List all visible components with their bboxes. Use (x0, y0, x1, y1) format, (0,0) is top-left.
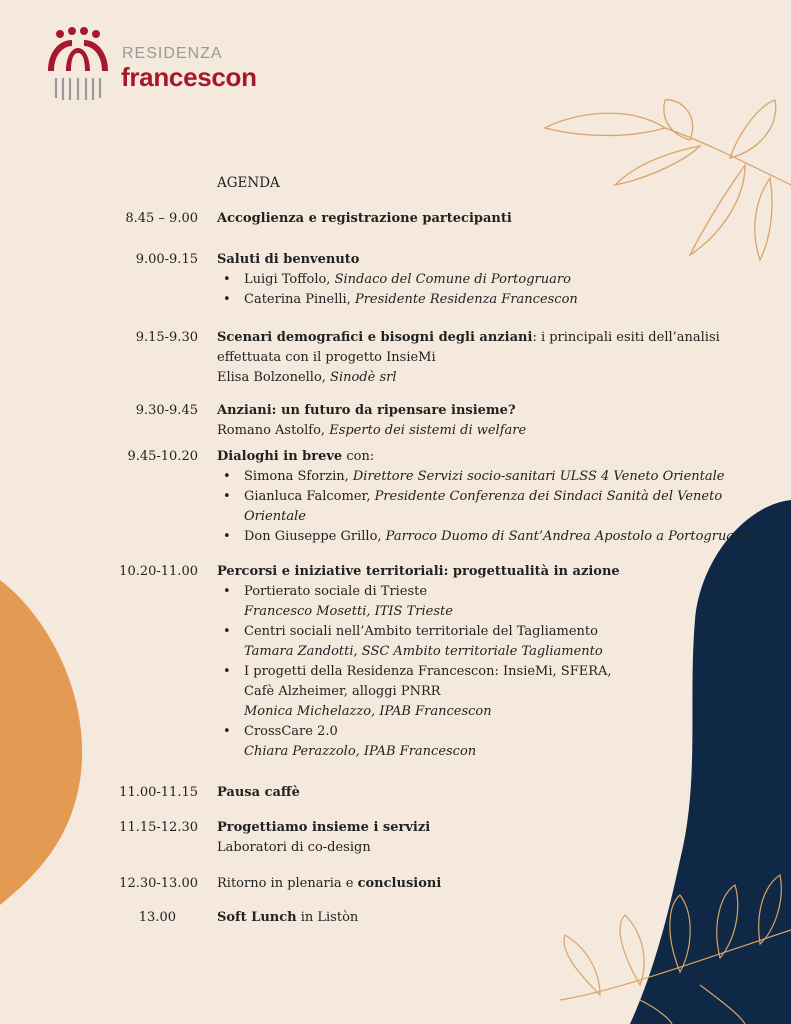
speaker-name: Luigi Toffolo, (244, 272, 335, 287)
speaker-name: Don Giuseppe Grillo, (244, 529, 386, 544)
agenda-title-text: Anziani: un futuro da ripensare insieme? (217, 403, 516, 418)
agenda-title-text: conclusioni (357, 876, 442, 891)
speaker-item (217, 527, 777, 547)
agenda-title-suffix: con: (342, 449, 375, 464)
agenda-time: 9.00-9.15 (135, 252, 198, 267)
speaker-name: Elisa Bolzonello, (217, 370, 331, 385)
agenda-title-text: Scenari demografici e bisogni degli anziani (217, 330, 533, 345)
speaker-role: Sindaco del Comune di Portogruaro (334, 272, 571, 287)
agenda-title-rest: : i principali esiti dell’analisi (532, 330, 720, 345)
agenda-description: effettuata con il progetto InsieMi (217, 350, 436, 365)
agenda-title-text: Progettiamo insieme i servizi (217, 820, 431, 835)
orange-blob (0, 580, 82, 905)
agenda-title-text: Dialoghi in breve (217, 449, 343, 464)
agenda-time: 9.30-9.45 (135, 403, 198, 418)
agenda-title-text: Pausa caffè (217, 785, 300, 800)
project-name-continued: Cafè Alzheimer, alloggi PNRR (244, 684, 441, 699)
agenda-time: 12.30-13.00 (119, 876, 198, 891)
agenda-time: 9.45-10.20 (127, 449, 198, 464)
agenda-title-text: Accoglienza e registrazione partecipanti (217, 211, 512, 226)
speaker-name: Gianluca Falcomer, (244, 489, 375, 504)
speaker-name: Romano Astolfo, (217, 423, 330, 438)
agenda-time: 11.15-12.30 (119, 820, 198, 835)
speaker-name: Simona Sforzin, (244, 469, 353, 484)
project-item (217, 582, 777, 622)
project-speaker: Tamara Zandotti, SSC Ambito territoriale Tagliamento (244, 644, 603, 659)
speaker-item (217, 290, 777, 310)
agenda-time: 9.15-9.30 (135, 330, 198, 345)
agenda-time: 10.20-11.00 (119, 564, 198, 579)
project-name: CrossCare 2.0 (244, 724, 338, 739)
speaker-name: Caterina Pinelli, (244, 292, 355, 307)
speaker-item (217, 467, 777, 487)
speaker-item (217, 270, 777, 290)
agenda-time: 11.00-11.15 (119, 785, 198, 800)
agenda-title-prefix: Ritorno in plenaria e (217, 876, 358, 891)
agenda-title-text: Saluti di benvenuto (217, 252, 360, 267)
speaker-role: Direttore Servizi socio-sanitari ULSS 4 Veneto Orientale (352, 469, 725, 484)
agenda-description: Laboratori di co-design (217, 840, 371, 855)
project-speaker: Monica Michelazzo, IPAB Francescon (244, 704, 492, 719)
logo-subtitle: RESIDENZA (122, 45, 223, 62)
agenda-time: 8.45 – 9.00 (125, 211, 198, 226)
speaker-role: Esperto dei sistemi di welfare (329, 423, 527, 438)
project-item (217, 662, 777, 722)
project-name: Portierato sociale di Trieste (244, 584, 428, 599)
agenda-title-text: Soft Lunch (217, 910, 297, 925)
speaker-item (217, 487, 777, 527)
speaker-role: Presidente Residenza Francescon (354, 292, 578, 307)
project-name: I progetti della Residenza Francescon: InsieMi, SFERA, (244, 664, 612, 679)
speaker-role: Parroco Duomo di Sant’Andrea Apostolo a Portogruaro (385, 529, 749, 544)
speaker-role: Sinodè srl (330, 370, 397, 385)
agenda-title: AGENDA (217, 175, 280, 191)
project-item (217, 622, 777, 662)
project-name: Centri sociali nell’Ambito territoriale del Tagliamento (244, 624, 598, 639)
project-speaker: Chiara Perazzolo, IPAB Francescon (244, 744, 477, 759)
speaker-role: Presidente Conferenza dei Sindaci Sanità del Veneto (374, 489, 723, 504)
project-item (217, 722, 777, 762)
agenda-time: 13.00 (138, 910, 176, 925)
leaf-branch-top (545, 100, 791, 260)
logo-title: francescon (121, 62, 257, 92)
agenda-title-suffix: in Listòn (296, 910, 359, 925)
project-speaker: Francesco Mosetti, ITIS Trieste (244, 604, 453, 619)
speaker-role-continued: Orientale (244, 509, 306, 524)
agenda-title-text: Percorsi e iniziative territoriali: progettualità in azione (217, 564, 620, 579)
